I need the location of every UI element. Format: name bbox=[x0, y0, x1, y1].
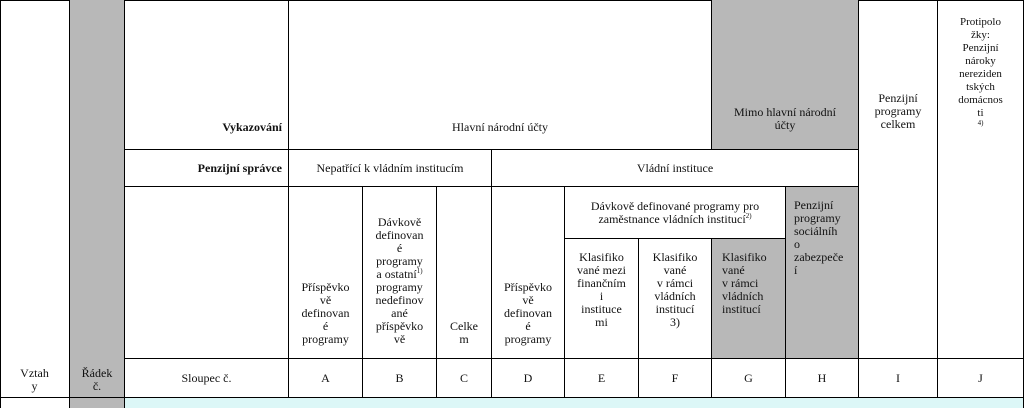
penzijni-celkem-label: Penzijní programy celkem bbox=[874, 91, 922, 131]
mimo-label: Mimo hlavní národní účty bbox=[734, 104, 836, 132]
protipolozky-header bbox=[938, 0, 1024, 359]
hlavni-label: Hlavní národní účty bbox=[452, 120, 548, 134]
column-a-header bbox=[289, 187, 363, 359]
sloupec-label-cell bbox=[125, 359, 289, 398]
davkove-zamestnance-header bbox=[565, 187, 786, 239]
blank-label-cell bbox=[125, 187, 289, 359]
vztah-header bbox=[0, 0, 70, 398]
vykazovani-label: Vykazování bbox=[222, 120, 282, 134]
letter-g: G bbox=[712, 359, 786, 398]
letter-h: H bbox=[786, 359, 859, 398]
column-d-label: Příspěvko vě definovan é programy bbox=[504, 280, 552, 346]
column-g-header bbox=[712, 239, 786, 359]
vykazovani-label-cell bbox=[125, 0, 289, 150]
mimo-hlavni-header bbox=[712, 0, 859, 150]
penzijni-spravce-label: Penzijní správce bbox=[197, 160, 282, 175]
penzijni-celkem-header bbox=[859, 0, 938, 359]
data-row-radek-cell bbox=[70, 398, 125, 408]
column-f-header bbox=[639, 239, 712, 359]
letter-i: I bbox=[859, 359, 938, 398]
letter-d: D bbox=[492, 359, 565, 398]
davkove-zamestnance-label: Dávkově definované programy pro zaměstnance vládních institucí$^{2)}$ bbox=[590, 198, 760, 226]
column-h-header bbox=[786, 187, 859, 359]
protipolozky-footnote: 4) bbox=[977, 119, 984, 127]
letter-e: E bbox=[565, 359, 639, 398]
letter-f: F bbox=[639, 359, 712, 398]
penzijni-spravce-label-cell bbox=[125, 150, 289, 187]
letter-j: J bbox=[938, 359, 1024, 398]
data-row-vztah-cell bbox=[0, 398, 70, 408]
column-d-header bbox=[492, 187, 565, 359]
column-a-label: Příspěvko vě definovan é programy bbox=[301, 280, 350, 346]
column-e-label: Klasifiko vané mezi finančním i instituce mi bbox=[577, 250, 626, 329]
column-f-label: Klasifiko vané v rámci vládních institucí 3) bbox=[652, 250, 698, 329]
column-c-header bbox=[437, 187, 492, 359]
column-b-header bbox=[363, 187, 437, 359]
column-g-label: Klasifiko vané v rámci vládních institucí bbox=[722, 250, 767, 316]
vladni-label: Vládní instituce bbox=[636, 160, 714, 175]
vztah-label: Vztah y bbox=[20, 366, 49, 393]
data-row-cell bbox=[125, 398, 1024, 408]
protipolozky-label: Protipolo žky: Penzijní nároky nereziden tských domácnos ti bbox=[958, 16, 1003, 119]
radek-header bbox=[70, 0, 125, 398]
vladni-header bbox=[492, 150, 859, 187]
column-b-label: Dávkově definovan é programy a ostatní$^{1)}$ programy nedefinov ané příspěvko vě bbox=[375, 215, 424, 346]
column-h-label: Penzijní programy sociálníh o zabezpeče í bbox=[794, 198, 844, 277]
nepatri-label: Nepatřící k vládním institucím bbox=[316, 160, 464, 175]
nepatri-header bbox=[289, 150, 492, 187]
radek-label: Řádek č. bbox=[81, 366, 113, 393]
sloupec-label: Sloupec č. bbox=[181, 370, 232, 385]
column-e-header bbox=[565, 239, 639, 359]
hlavni-narodni-ucty-header bbox=[289, 0, 712, 150]
column-c-label: Celke m bbox=[450, 319, 478, 346]
letter-b: B bbox=[363, 359, 437, 398]
letter-c: C bbox=[437, 359, 492, 398]
letter-a: A bbox=[289, 359, 363, 398]
